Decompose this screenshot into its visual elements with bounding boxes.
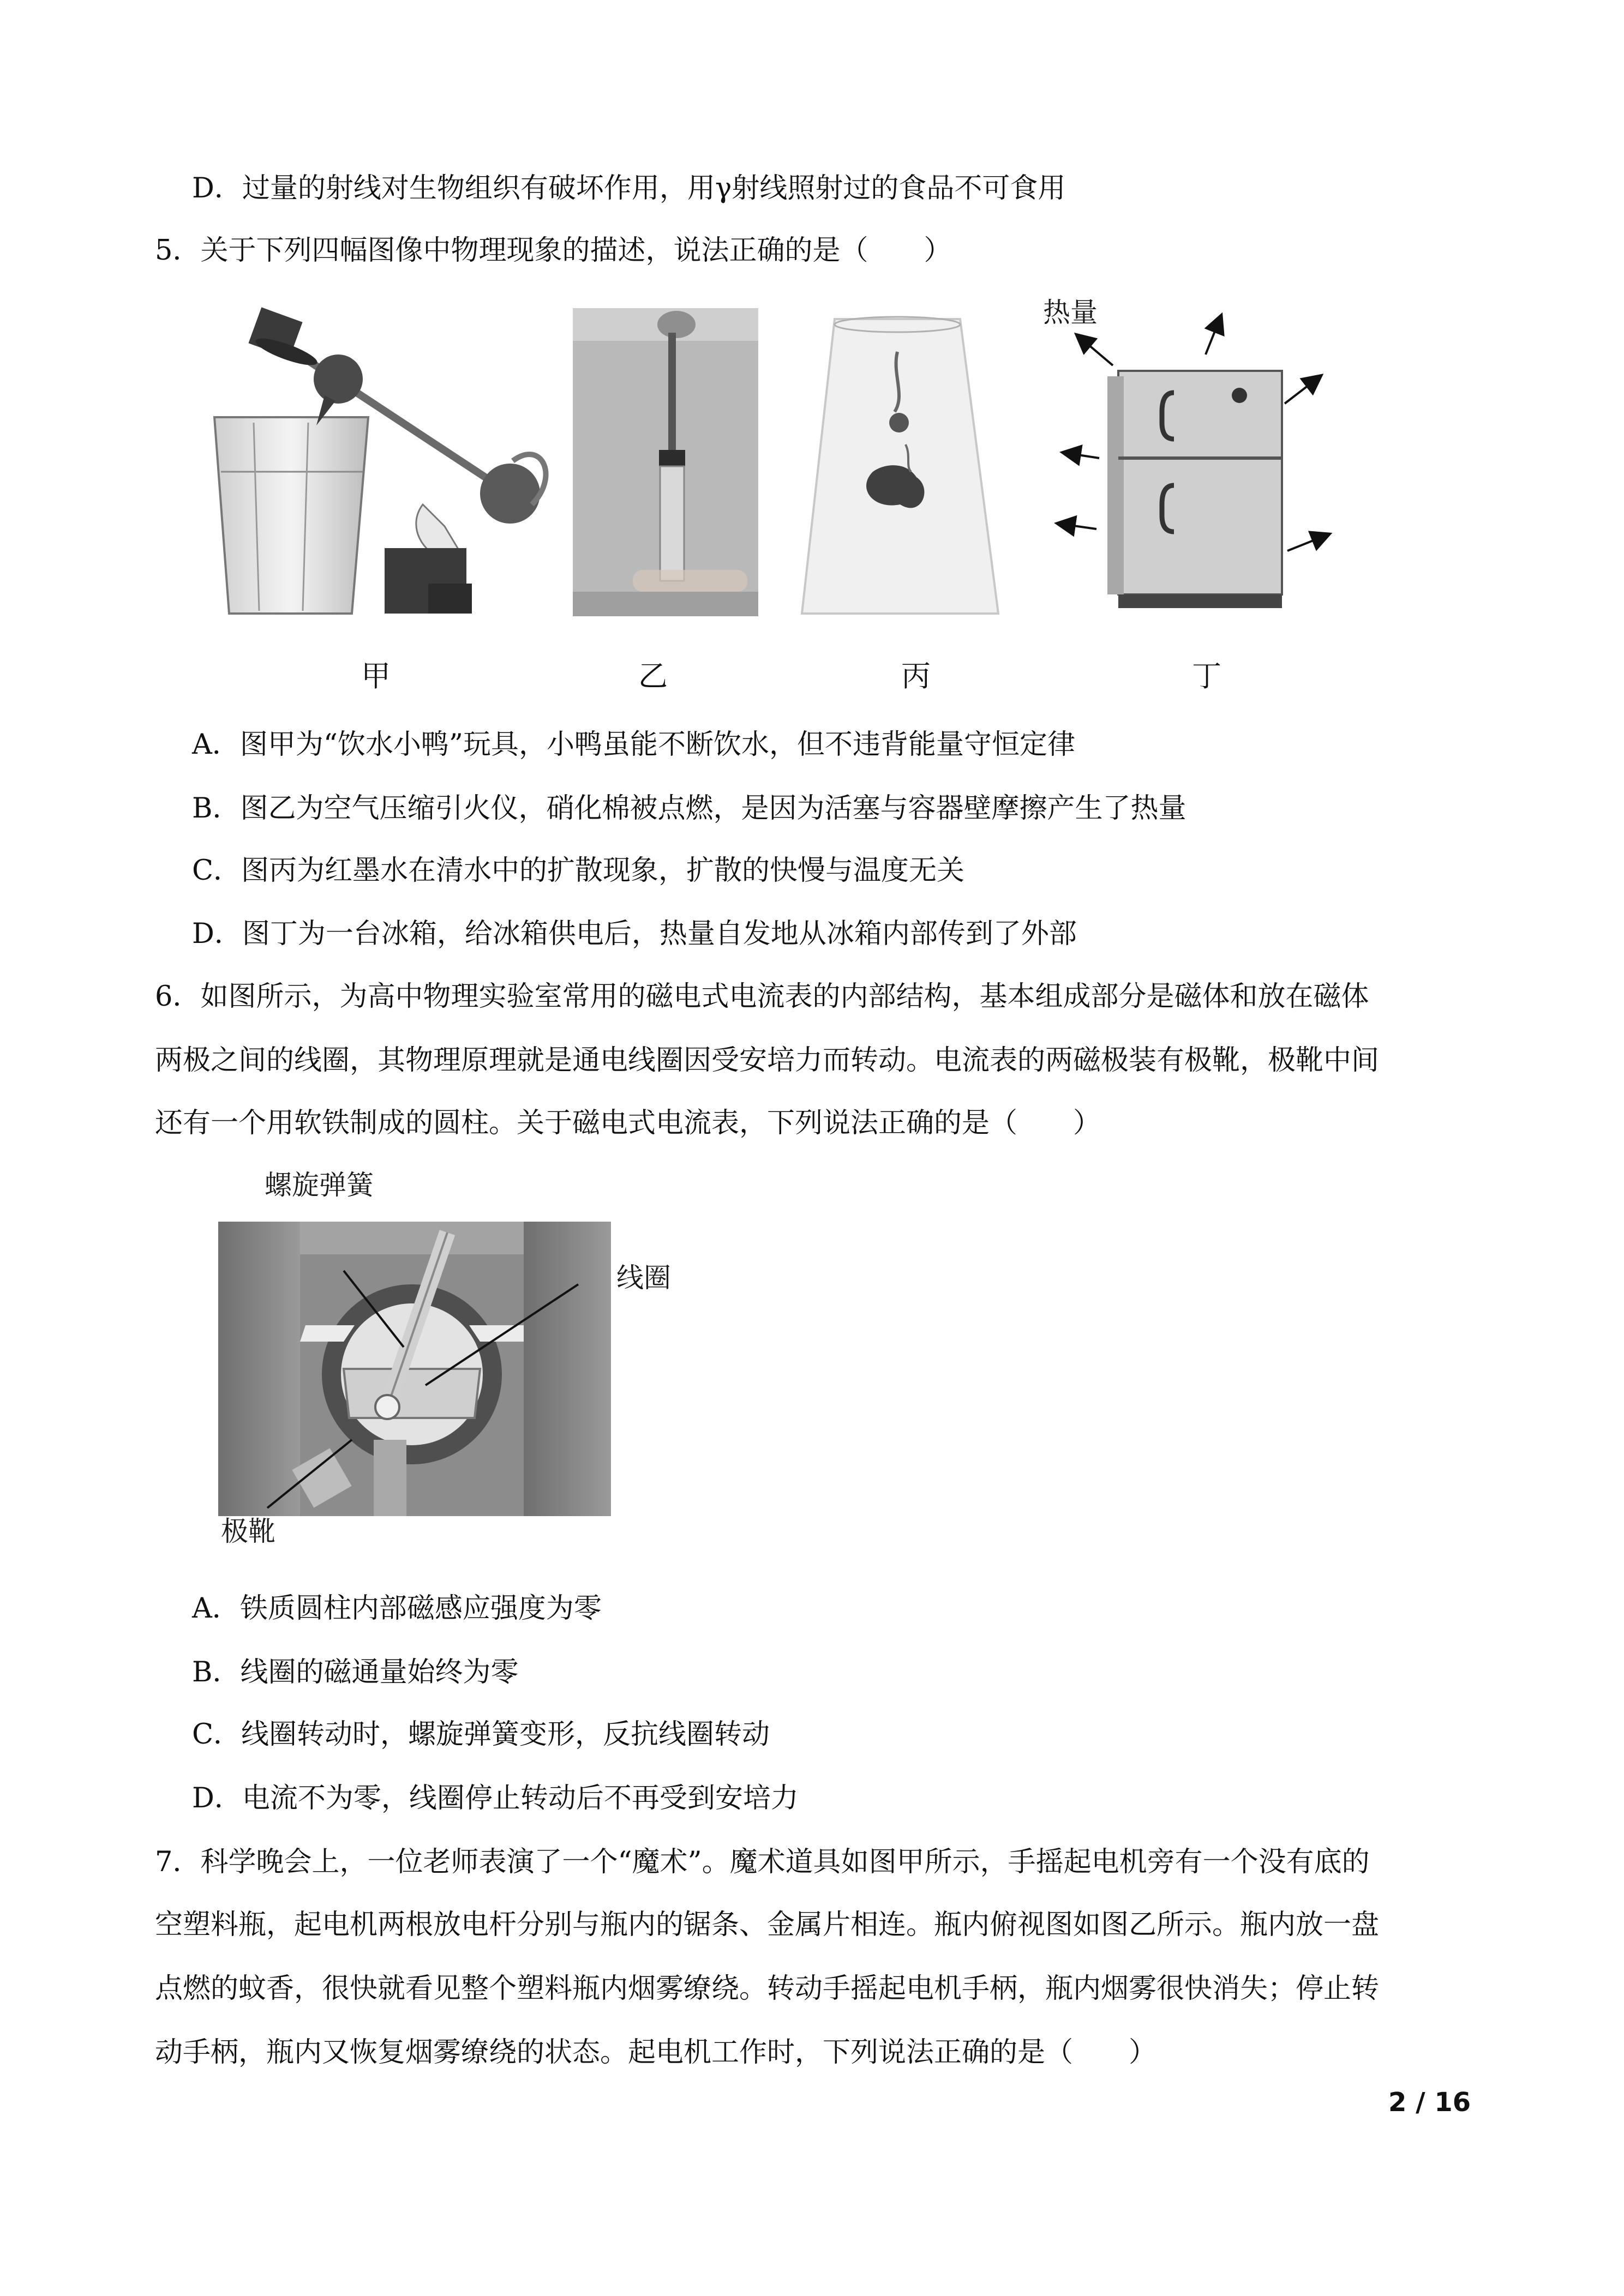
caption-ding: 丁 bbox=[1192, 659, 1221, 693]
q5-option-c: C．图丙为红墨水在清水中的扩散现象，扩散的快慢与温度无关 bbox=[192, 855, 965, 887]
q6-stem-line-1: 6．如图所示，为高中物理实验室常用的磁电式电流表的内部结构，基本组成部分是磁体和放在磁体 bbox=[155, 981, 1369, 1013]
figure-ding-refrigerator bbox=[1047, 294, 1353, 622]
label-coil: 线圈 bbox=[616, 1262, 671, 1294]
page-number: 2 / 16 bbox=[1388, 2087, 1471, 2118]
q7-stem-line-4: 动手柄，瓶内又恢复烟雾缭绕的状态。起电机工作时，下列说法正确的是（ ） bbox=[155, 2036, 1157, 2069]
figure-galvanometer bbox=[218, 1222, 611, 1516]
q7-stem-line-3: 点燃的蚊香，很快就看见整个塑料瓶内烟雾缭绕。转动手摇起电机手柄，瓶内烟雾很快消失；停止转 bbox=[155, 1973, 1380, 2005]
q4-option-d: D．过量的射线对生物组织有破坏作用，用γ射线照射过的食品不可食用 bbox=[192, 172, 1066, 205]
q6-option-a: A．铁质圆柱内部磁感应强度为零 bbox=[192, 1592, 602, 1625]
q6-option-c: C．线圈转动时，螺旋弹簧变形，反抗线圈转动 bbox=[192, 1718, 770, 1751]
q5-option-b: B．图乙为空气压缩引火仪，硝化棉被点燃，是因为活塞与容器壁摩擦产生了热量 bbox=[192, 792, 1186, 825]
figure-bing-ink-diffusion bbox=[780, 308, 1015, 616]
caption-bing: 丙 bbox=[901, 659, 931, 693]
label-spiral-spring: 螺旋弹簧 bbox=[265, 1169, 374, 1201]
label-pole-shoe: 极靴 bbox=[221, 1516, 275, 1547]
figure-jia-drinking-bird bbox=[205, 297, 559, 622]
q6-stem-line-3: 还有一个用软铁制成的圆柱。关于磁电式电流表，下列说法正确的是（ ） bbox=[155, 1107, 1101, 1139]
q7-stem-line-1: 7．科学晚会上，一位老师表演了一个“魔术”。魔术道具如图甲所示，手摇起电机旁有一个没有底的 bbox=[155, 1846, 1370, 1878]
q5-stem: 5．关于下列四幅图像中物理现象的描述，说法正确的是（ ） bbox=[155, 235, 952, 267]
caption-jia: 甲 bbox=[361, 659, 391, 693]
heat-label: 热量 bbox=[1043, 297, 1098, 328]
q6-stem-line-2: 两极之间的线圈，其物理原理就是通电线圈因受安培力而转动。电流表的两磁极装有极靴，极靴中间 bbox=[155, 1044, 1380, 1077]
q6-option-b: B．线圈的磁通量始终为零 bbox=[192, 1656, 519, 1688]
q5-option-d: D．图丁为一台冰箱，给冰箱供电后，热量自发地从冰箱内部传到了外部 bbox=[192, 918, 1077, 950]
q7-stem-line-2: 空塑料瓶，起电机两根放电杆分别与瓶内的锯条、金属片相连。瓶内俯视图如图乙所示。瓶内放一盘 bbox=[155, 1909, 1380, 1941]
caption-yi: 乙 bbox=[638, 659, 668, 693]
q6-option-d: D．电流不为零，线圈停止转动后不再受到安培力 bbox=[192, 1782, 799, 1814]
figure-yi-compression-igniter bbox=[573, 308, 758, 616]
q5-option-a: A．图甲为“饮水小鸭”玩具，小鸭虽能不断饮水，但不违背能量守恒定律 bbox=[192, 729, 1075, 761]
